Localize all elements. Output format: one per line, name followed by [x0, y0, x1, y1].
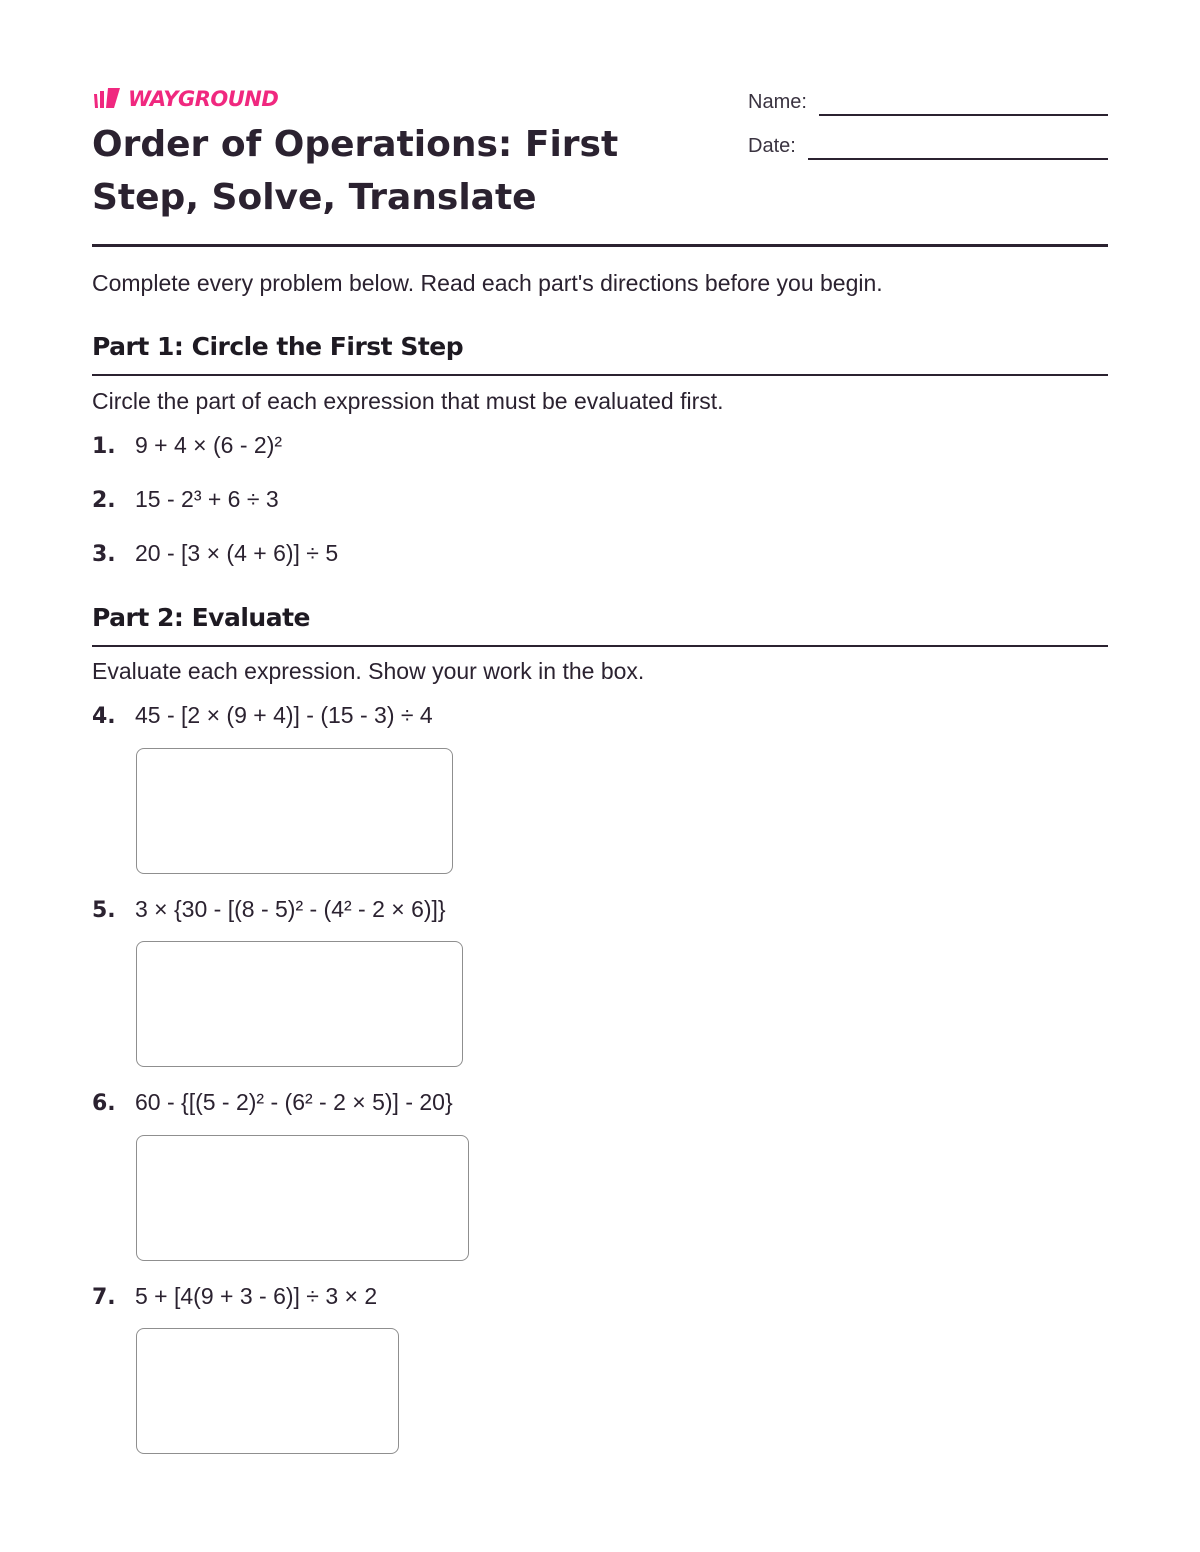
question-number: 5. [92, 898, 116, 923]
date-field[interactable] [748, 132, 1108, 160]
answer-box-6[interactable] [136, 1135, 469, 1261]
part2-divider [92, 645, 1108, 647]
question-expression[interactable]: 9 + 4 × (6 - 2)² [135, 432, 283, 458]
question-6 [92, 1089, 453, 1116]
part1-title: Part 1: Circle the First Step [92, 332, 464, 361]
question-number: 6. [92, 1091, 116, 1116]
worksheet-instructions: Complete every problem below. Read each part's directions before you begin. [92, 270, 883, 296]
question-expression: 5 + [4(9 + 3 - 6)] ÷ 3 × 2 [135, 1283, 378, 1309]
question-number: 3. [92, 542, 116, 567]
question-number: 7. [92, 1285, 116, 1310]
answer-box-7[interactable] [136, 1328, 399, 1454]
question-expression: 60 - {[(5 - 2)² - (6² - 2 × 5)] - 20} [135, 1089, 453, 1115]
answer-box-4[interactable] [136, 748, 453, 874]
name-field[interactable] [748, 88, 1108, 116]
name-line[interactable] [819, 88, 1108, 116]
answer-box-5[interactable] [136, 941, 463, 1067]
date-label: Date: [748, 135, 796, 157]
question-1 [92, 432, 282, 459]
question-2 [92, 486, 279, 513]
brand [92, 86, 278, 112]
header-divider [92, 244, 1108, 247]
question-expression[interactable]: 20 - [3 × (4 + 6)] ÷ 5 [135, 540, 339, 566]
part1-directions: Circle the part of each expression that must be evaluated first. [92, 388, 724, 414]
brand-name: WAYGROUND [128, 87, 279, 111]
date-line[interactable] [808, 132, 1108, 160]
question-number: 1. [92, 434, 116, 459]
part2-title: Part 2: Evaluate [92, 603, 310, 632]
question-expression: 3 × {30 - [(8 - 5)² - (4² - 2 × 6)]} [135, 896, 446, 922]
worksheet-title: Order of Operations: First Step, Solve, Translate [92, 124, 619, 218]
part2-directions: Evaluate each expression. Show your work in the box. [92, 658, 645, 684]
name-label: Name: [748, 91, 807, 113]
part1-divider [92, 374, 1108, 376]
question-4 [92, 702, 433, 729]
wayground-logo-icon [92, 86, 122, 112]
question-number: 4. [92, 704, 116, 729]
question-7 [92, 1283, 377, 1310]
question-expression[interactable]: 15 - 2³ + 6 ÷ 3 [135, 486, 279, 512]
question-number: 2. [92, 488, 116, 513]
question-5 [92, 896, 446, 923]
question-expression: 45 - [2 × (9 + 4)] - (15 - 3) ÷ 4 [135, 702, 433, 728]
question-3 [92, 540, 338, 567]
